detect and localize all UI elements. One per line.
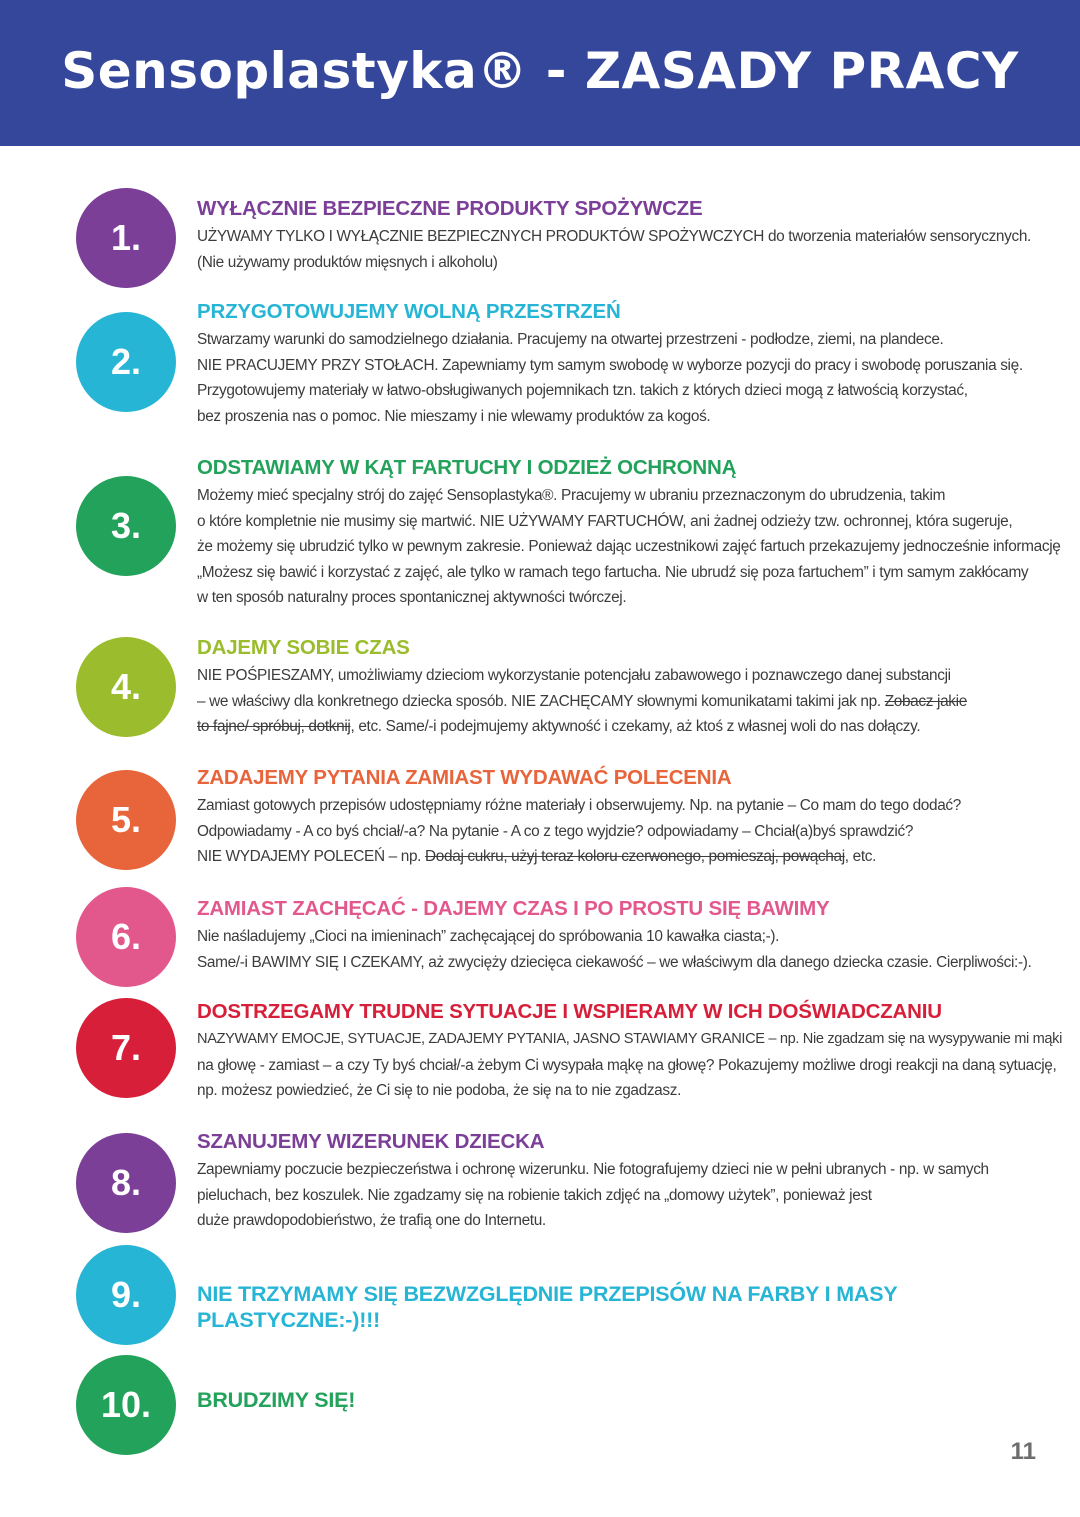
rule-number-badge: 1. [76, 188, 176, 288]
rule-text-line: Stwarzamy warunki do samodzielnego działania. Pracujemy na otwartej przestrzeni - podłodze, ziemi, na plandece. [197, 331, 944, 348]
rule-heading: ODSTAWIAMY W KĄT FARTUCHY I ODZIEŻ OCHRONNĄ [197, 456, 737, 479]
rule-text-line: np. możesz powiedzieć, że Ci się to nie podoba, że się na to nie zgadzasz. [197, 1082, 681, 1099]
rule-text-segment: – we właściwy dla konkretnego dziecka sposób. NIE ZACHĘCAMY słownymi komunikatami takimi jak np. [197, 692, 885, 710]
rule-heading: DOSTRZEGAMY TRUDNE SYTUACJE I WSPIERAMY W ICH DOŚWIADCZANIU [197, 1000, 942, 1023]
rule-text-line: bez proszenia nas o pomoc. Nie mieszamy i nie wlewamy produktów za kogoś. [197, 407, 711, 425]
rule-number-badge: 2. [76, 312, 176, 412]
rule-number-badge: 9. [76, 1245, 176, 1345]
rule-text-line [197, 714, 1057, 740]
rule-heading: BRUDZIMY SIĘ! [197, 1388, 356, 1412]
struck-example-text: Zobacz jakie [884, 692, 967, 710]
rule-heading: SZANUJEMY WIZERUNEK DZIECKA [197, 1130, 545, 1153]
rule-text-line: Same/-i BAWIMY SIĘ I CZEKAMY, aż zwycięży dziecięca ciekawość – we właściwym dla danego dziecka czasie. Cierpliwości:-). [197, 953, 1032, 971]
rule-number-badge: 10. [76, 1355, 176, 1455]
rule-text-line: Nie naśladujemy „Cioci na imieninach” zachęcającej do spróbowania 10 kawałka ciasta;-). [197, 928, 780, 945]
rule-text-line: na głowę - zamiast – a czy Ty byś chciał/-a żebym Ci wysypała mąkę na głowę? Pokazujemy możliwe drogi reakcji na daną sytuację, [197, 1056, 1057, 1074]
rule-content [197, 635, 1057, 740]
rule-content [197, 896, 1057, 975]
rule-text-line: że możemy się ubrudzić tylko w pewnym zakresie. Ponieważ dając uczestnikowi zajęć fartuch przekazujemy jednocześnie informację [197, 538, 1061, 555]
rule-text-line [197, 689, 1057, 715]
rule-text-line: (Nie używamy produktów mięsnych i alkoholu) [197, 253, 498, 271]
rule-number-badge: 8. [76, 1133, 176, 1233]
rule-heading: DAJEMY SOBIE CZAS [197, 636, 410, 659]
rule-content [197, 1129, 1057, 1234]
rule-heading: ZAMIAST ZACHĘCAĆ - DAJEMY CZAS I PO PROSTU SIĘ BAWIMY [197, 897, 830, 920]
struck-example-text: to fajne/ spróbuj, dotknij [197, 718, 351, 735]
rule-content [197, 765, 1057, 870]
rule-heading: ZADAJEMY PYTANIA ZAMIAST WYDAWAĆ POLECENIA [197, 766, 732, 789]
rule-text-line [197, 844, 1057, 870]
rule-text-line: w ten sposób naturalny proces spontanicznej aktywności twórczej. [197, 589, 627, 606]
rule-text-line: pieluchach, bez koszulek. Nie zgadzamy się na robienie takich zdjęć na „domowy użytek”, ponieważ jest [197, 1186, 872, 1204]
rule-content [197, 196, 1057, 275]
rule-text-line: Możemy mieć specjalny strój do zajęć Sensoplastyka®. Pracujemy w ubraniu przeznaczonym do ubrudzenia, takim [197, 487, 946, 504]
rule-content [197, 1387, 1057, 1415]
rule-number-badge: 5. [76, 770, 176, 870]
rule-content [197, 455, 1061, 611]
rule-text-line: NIE PRACUJEMY PRZY STOŁACH. Zapewniamy tym samym swobodę w wyborze pozycji do pracy i swobodę poruszania się. [197, 356, 1023, 374]
rule-number-badge: 4. [76, 637, 176, 737]
rule-text-line: Przygotowujemy materiały w łatwo-obsługiwanych pojemnikach tzn. takich z których dzieci mogą z łatwością korzystać, [197, 382, 968, 399]
struck-example-text: Dodaj cukru, użyj teraz koloru czerwonego, pomieszaj, powąchaj [425, 848, 845, 865]
page-title: Sensoplastyka® - ZASADY PRACY [61, 42, 1019, 100]
rule-text-segment: , etc. Same/-i podejmujemy aktywność i czekamy, aż ktoś z własnej woli do nas dołączy. [350, 718, 921, 735]
rule-text-line: Odpowiadamy - A co byś chciał/-a? Na pytanie - A co z tego wyjdzie? odpowiadamy – Chciał(a)byś sprawdzić? [197, 822, 914, 840]
rule-text-line: UŻYWAMY TYLKO I WYŁĄCZNIE BEZPIECZNYCH PRODUKTÓW SPOŻYWCZYCH do tworzenia materiałów sensorycznych. [197, 228, 1031, 245]
rule-heading: WYŁĄCZNIE BEZPIECZNE PRODUKTY SPOŻYWCZE [197, 197, 703, 220]
rule-text-segment: , etc. [844, 848, 877, 865]
rule-text-line: NIE POŚPIESZAMY, umożliwiamy dzieciom wykorzystanie potencjału zabawowego i poznawczego danej substancji [197, 667, 951, 684]
rule-text-segment: NIE WYDAJEMY POLECEŃ – np. [197, 848, 426, 865]
rule-number-badge: 6. [76, 887, 176, 987]
rule-number-badge: 7. [76, 998, 176, 1098]
rule-text-line: „Możesz się bawić i korzystać z zajęć, ale tylko w ramach tego fartucha. Nie ubrudź się poza fartuchem” i tym samym zakłócamy [197, 563, 1029, 581]
header-banner [0, 0, 1080, 146]
rule-heading: NIE TRZYMAMY SIĘ BEZWZGLĘDNIE PRZEPISÓW NA FARBY I MASY PLASTYCZNE:-)!!! [197, 1282, 898, 1332]
rule-content [197, 299, 1057, 429]
rule-content [197, 1281, 1057, 1335]
rule-text-line: duże prawdopodobieństwo, że trafią one do Internetu. [197, 1212, 546, 1229]
rule-content [197, 999, 1063, 1104]
rule-number-badge: 3. [76, 476, 176, 576]
rule-text-line: Zapewniamy poczucie bezpieczeństwa i ochronę wizerunku. Nie fotografujemy dzieci nie w pełni ubranych - np. w samych [197, 1161, 989, 1178]
rule-heading: PRZYGOTOWUJEMY WOLNĄ PRZESTRZEŃ [197, 300, 621, 323]
rule-text-line: o które kompletnie nie musimy się martwić. NIE UŻYWAMY FARTUCHÓW, ani żadnej odzieży tzw. ochronnej, która sugeruje, [197, 512, 1013, 530]
page-number: 11 [1010, 1438, 1036, 1465]
rule-text-line: NAZYWAMY EMOCJE, SYTUACJE, ZADAJEMY PYTANIA, JASNO STAWIAMY GRANICE – np. Nie zgadzam się na wysypywanie mi mąki [197, 1031, 1063, 1047]
rule-text-line: Zamiast gotowych przepisów udostępniamy różne materiały i obserwujemy. Np. na pytanie – Co mam do tego dodać? [197, 797, 961, 814]
